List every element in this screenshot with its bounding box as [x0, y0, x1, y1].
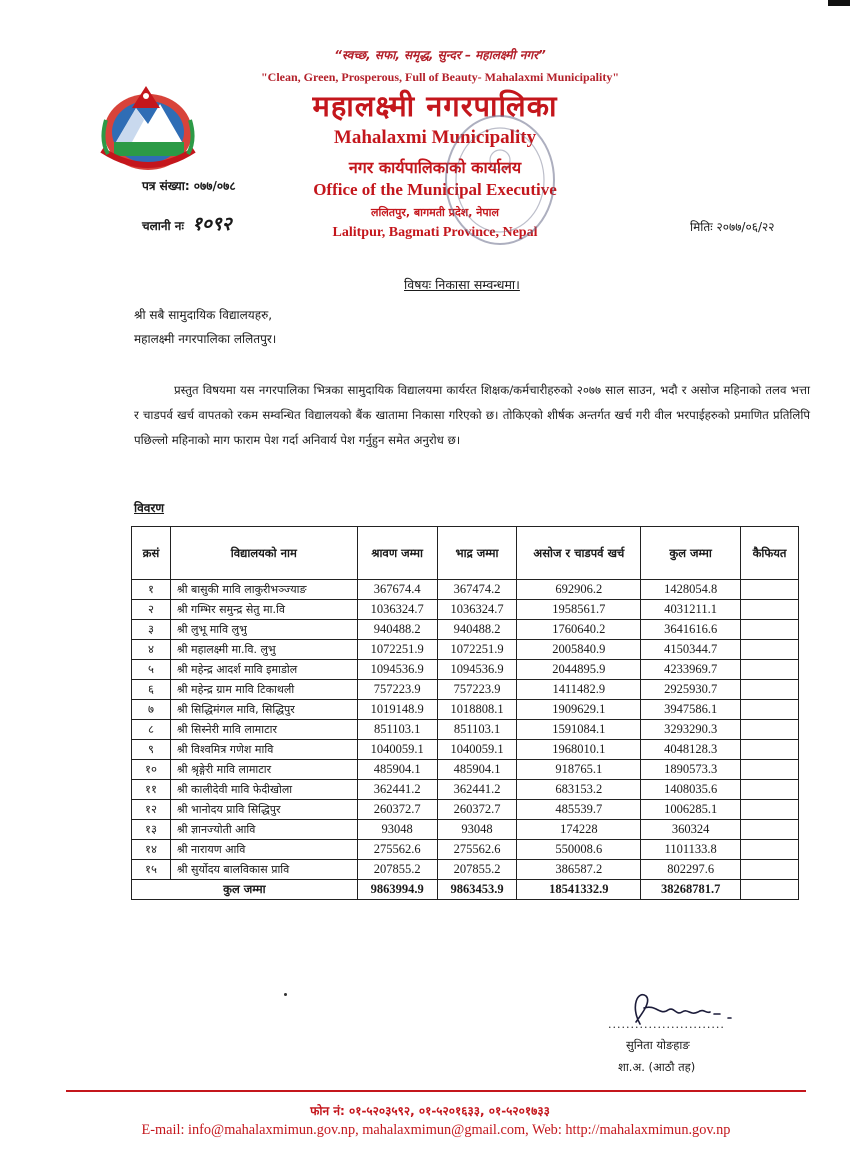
footer-contact: E-mail: info@mahalaxmimun.gov.np, mahalaxmimun@gmail.com, Web: http://mahalaxmimun.gov.np	[141, 1122, 731, 1138]
row-shrawan: 93048	[357, 820, 437, 840]
row-serial: ७	[132, 700, 171, 720]
row-shrawan: 1094536.9	[357, 660, 437, 680]
row-remarks	[741, 800, 799, 820]
row-serial: १२	[132, 800, 171, 820]
row-bhadra: 260372.7	[437, 800, 517, 820]
row-total: 3947586.1	[641, 700, 741, 720]
header-shrawan: श्रावण जम्मा	[357, 527, 437, 580]
row-school-name: श्री सुर्योदय बालविकास प्रावि	[170, 860, 357, 880]
row-shrawan: 362441.2	[357, 780, 437, 800]
table-row	[132, 760, 799, 780]
table-row	[132, 700, 799, 720]
details-label: विवरण	[134, 501, 165, 515]
row-serial: २	[132, 600, 171, 620]
row-school-name: श्री नारायण आवि	[170, 840, 357, 860]
letter-number: पत्र संख्या: ०७७/०७८	[142, 179, 236, 193]
row-bhadra: 207855.2	[437, 860, 517, 880]
row-total: 1006285.1	[641, 800, 741, 820]
row-remarks	[741, 700, 799, 720]
row-serial: ९	[132, 740, 171, 760]
table-row	[132, 680, 799, 700]
slogan-english: "Clean, Green, Prosperous, Full of Beauty- Mahalaxmi Municipality"	[261, 70, 619, 84]
row-bhadra: 275562.6	[437, 840, 517, 860]
row-bhadra: 1094536.9	[437, 660, 517, 680]
row-bhadra: 362441.2	[437, 780, 517, 800]
table-row	[132, 660, 799, 680]
row-remarks	[741, 600, 799, 620]
recipient-line-2: महालक्ष्मी नगरपालिका ललितपुर।	[134, 332, 277, 346]
table-row	[132, 800, 799, 820]
row-school-name: श्री कालीदेवी मावि फेदीखोला	[170, 780, 357, 800]
row-shrawan: 207855.2	[357, 860, 437, 880]
row-asoj: 1591084.1	[517, 720, 641, 740]
row-serial: ६	[132, 680, 171, 700]
row-shrawan: 1072251.9	[357, 640, 437, 660]
row-remarks	[741, 660, 799, 680]
row-asoj: 2005840.9	[517, 640, 641, 660]
address-english: Lalitpur, Bagmati Province, Nepal	[332, 225, 538, 240]
row-serial: १४	[132, 840, 171, 860]
row-total: 3293290.3	[641, 720, 741, 740]
row-total: 802297.6	[641, 860, 741, 880]
header-total: कुल जम्मा	[641, 527, 741, 580]
row-asoj: 1958561.7	[517, 600, 641, 620]
table-row	[132, 840, 799, 860]
row-asoj: 1909629.1	[517, 700, 641, 720]
row-remarks	[741, 820, 799, 840]
row-remarks	[741, 760, 799, 780]
row-bhadra: 1036324.7	[437, 600, 517, 620]
row-school-name: श्री भानोदय प्रावि सिद्धिपुर	[170, 800, 357, 820]
row-school-name: श्री महेन्द्र आदर्श मावि इमाडोल	[170, 660, 357, 680]
table-row	[132, 640, 799, 660]
table-row	[132, 780, 799, 800]
row-remarks	[741, 640, 799, 660]
row-remarks	[741, 740, 799, 760]
row-bhadra: 485904.1	[437, 760, 517, 780]
row-school-name: श्री महालक्ष्मी मा.वि. लुभु	[170, 640, 357, 660]
row-total: 4048128.3	[641, 740, 741, 760]
letter-body: प्रस्तुत विषयमा यस नगरपालिका भित्रका सामुदायिक विद्यालयमा कार्यरत शिक्षक/कर्मचारीहरुको २०७७ साल साउन, भदौ र असोज महिनाको तलव भत्ता र चाडपर्व खर्च वापतको रकम सम्वन्धित विद्यालयको बैंक खातामा निकासा गरिएको छ। तोकिएको शीर्षक अन्तर्गत खर्च गरी वील भरपाईहरुको प्रमाणित प्रतिलिपि पछिल्लो महिनाको माग फाराम पेश गर्दा अनिवार्य पेश गर्नुहुन समेत अनुरोध छ।	[134, 383, 810, 447]
row-school-name: श्री विश्वमित्र गणेश मावि	[170, 740, 357, 760]
signer-title: शा.अ. (आठौ तह)	[618, 1060, 696, 1074]
dispatch-number	[142, 210, 232, 236]
row-total: 1890573.3	[641, 760, 741, 780]
total-grand: 38268781.7	[641, 880, 741, 900]
letter-subject: विषयः निकासा सम्वन्धमा।	[404, 277, 520, 292]
row-school-name: श्री गम्भिर समुन्द्र सेतु मा.वि	[170, 600, 357, 620]
table-row	[132, 580, 799, 600]
row-asoj: 485539.7	[517, 800, 641, 820]
row-asoj: 1411482.9	[517, 680, 641, 700]
row-remarks	[741, 780, 799, 800]
municipal-emblem-icon	[92, 80, 204, 176]
row-shrawan: 1019148.9	[357, 700, 437, 720]
row-school-name: श्री बासुकी मावि लाकुरीभञ्ज्याङ	[170, 580, 357, 600]
row-asoj: 174228	[517, 820, 641, 840]
row-asoj: 692906.2	[517, 580, 641, 600]
row-bhadra: 757223.9	[437, 680, 517, 700]
footer-phone: फोन नं: ०१-५२०३५९२, ०१-५२०१६३३, ०१-५२०१७३३	[310, 1104, 550, 1118]
row-total: 1101133.8	[641, 840, 741, 860]
total-remarks	[741, 880, 799, 900]
table-row	[132, 600, 799, 620]
row-remarks	[741, 840, 799, 860]
header-bhadra: भाद्र जम्मा	[437, 527, 517, 580]
total-label: कुल जम्मा	[132, 880, 358, 900]
row-serial: ४	[132, 640, 171, 660]
row-shrawan: 485904.1	[357, 760, 437, 780]
row-asoj: 918765.1	[517, 760, 641, 780]
header-asoj: असोज र चाडपर्व खर्च	[517, 527, 641, 580]
table-row	[132, 720, 799, 740]
row-bhadra: 1040059.1	[437, 740, 517, 760]
row-total: 2925930.7	[641, 680, 741, 700]
row-shrawan: 757223.9	[357, 680, 437, 700]
recipient-line-1: श्री सबै सामुदायिक विद्यालयहरु,	[134, 308, 273, 322]
row-shrawan: 367674.4	[357, 580, 437, 600]
row-bhadra: 851103.1	[437, 720, 517, 740]
row-bhadra: 1018808.1	[437, 700, 517, 720]
row-serial: १	[132, 580, 171, 600]
header-remarks: कैफियत	[741, 527, 799, 580]
table-row	[132, 860, 799, 880]
office-nepali: नगर कार्यपालिकाको कार्यालय	[348, 158, 522, 177]
row-school-name: श्री सिद्धिमंगल मावि, सिद्धिपुर	[170, 700, 357, 720]
office-stamp-icon	[440, 110, 560, 250]
row-serial: १५	[132, 860, 171, 880]
table-total-row	[132, 880, 799, 900]
row-shrawan: 260372.7	[357, 800, 437, 820]
row-shrawan: 940488.2	[357, 620, 437, 640]
row-asoj: 1760640.2	[517, 620, 641, 640]
row-bhadra: 1072251.9	[437, 640, 517, 660]
scan-speck	[284, 993, 287, 996]
org-name-nepali: महालक्ष्मी नगरपालिका	[312, 89, 558, 123]
row-school-name: श्री सिस्नेरी मावि लामाटार	[170, 720, 357, 740]
row-bhadra: 940488.2	[437, 620, 517, 640]
row-shrawan: 1036324.7	[357, 600, 437, 620]
scan-corner-mark	[828, 0, 850, 6]
row-school-name: श्री ज्ञानज्योती आवि	[170, 820, 357, 840]
row-shrawan: 275562.6	[357, 840, 437, 860]
header-serial: क्रसं	[132, 527, 171, 580]
signer-name: सुनिता योङहाङ	[626, 1038, 690, 1052]
row-remarks	[741, 580, 799, 600]
row-shrawan: 851103.1	[357, 720, 437, 740]
row-total: 360324	[641, 820, 741, 840]
row-remarks	[741, 720, 799, 740]
table-row	[132, 740, 799, 760]
header-school-name: विद्यालयको नाम	[170, 527, 357, 580]
row-school-name: श्री लुभू मावि लुभु	[170, 620, 357, 640]
footer-divider	[66, 1090, 806, 1092]
row-remarks	[741, 860, 799, 880]
row-bhadra: 367474.2	[437, 580, 517, 600]
total-shrawan: 9863994.9	[357, 880, 437, 900]
row-school-name: श्री महेन्द्र ग्राम मावि टिकाथली	[170, 680, 357, 700]
dispatch-number-value: १०९२	[192, 213, 232, 235]
row-serial: ८	[132, 720, 171, 740]
total-asoj: 18541332.9	[517, 880, 641, 900]
letter-date: मितिः २०७७/०६/२२	[690, 220, 775, 234]
row-serial: १०	[132, 760, 171, 780]
org-name-english: Mahalaxmi Municipality	[333, 127, 537, 148]
row-serial: १३	[132, 820, 171, 840]
row-total: 1408035.6	[641, 780, 741, 800]
dispatch-number-label: चलानी नः	[142, 219, 184, 233]
row-total: 1428054.8	[641, 580, 741, 600]
row-total: 4031211.1	[641, 600, 741, 620]
row-total: 4233969.7	[641, 660, 741, 680]
row-asoj: 2044895.9	[517, 660, 641, 680]
table-row	[132, 620, 799, 640]
row-bhadra: 93048	[437, 820, 517, 840]
row-asoj: 683153.2	[517, 780, 641, 800]
row-total: 4150344.7	[641, 640, 741, 660]
office-english: Office of the Municipal Executive	[313, 180, 557, 199]
table-header-row	[132, 527, 799, 580]
address-nepali: ललितपुर, बागमती प्रदेश, नेपाल	[371, 206, 499, 219]
row-remarks	[741, 620, 799, 640]
row-serial: ११	[132, 780, 171, 800]
allocation-table	[131, 526, 799, 900]
signature-line: ..........................	[608, 1018, 725, 1031]
row-school-name: श्री श्रृङ्गेरी मावि लामाटार	[170, 760, 357, 780]
row-shrawan: 1040059.1	[357, 740, 437, 760]
row-serial: ३	[132, 620, 171, 640]
total-bhadra: 9863453.9	[437, 880, 517, 900]
slogan-nepali: “स्वच्छ, सफा, समृद्ध, सुन्दर – महालक्ष्मी नगर”	[334, 48, 546, 62]
row-total: 3641616.6	[641, 620, 741, 640]
table-row	[132, 820, 799, 840]
row-serial: ५	[132, 660, 171, 680]
row-remarks	[741, 680, 799, 700]
row-asoj: 550008.6	[517, 840, 641, 860]
row-asoj: 1968010.1	[517, 740, 641, 760]
row-asoj: 386587.2	[517, 860, 641, 880]
